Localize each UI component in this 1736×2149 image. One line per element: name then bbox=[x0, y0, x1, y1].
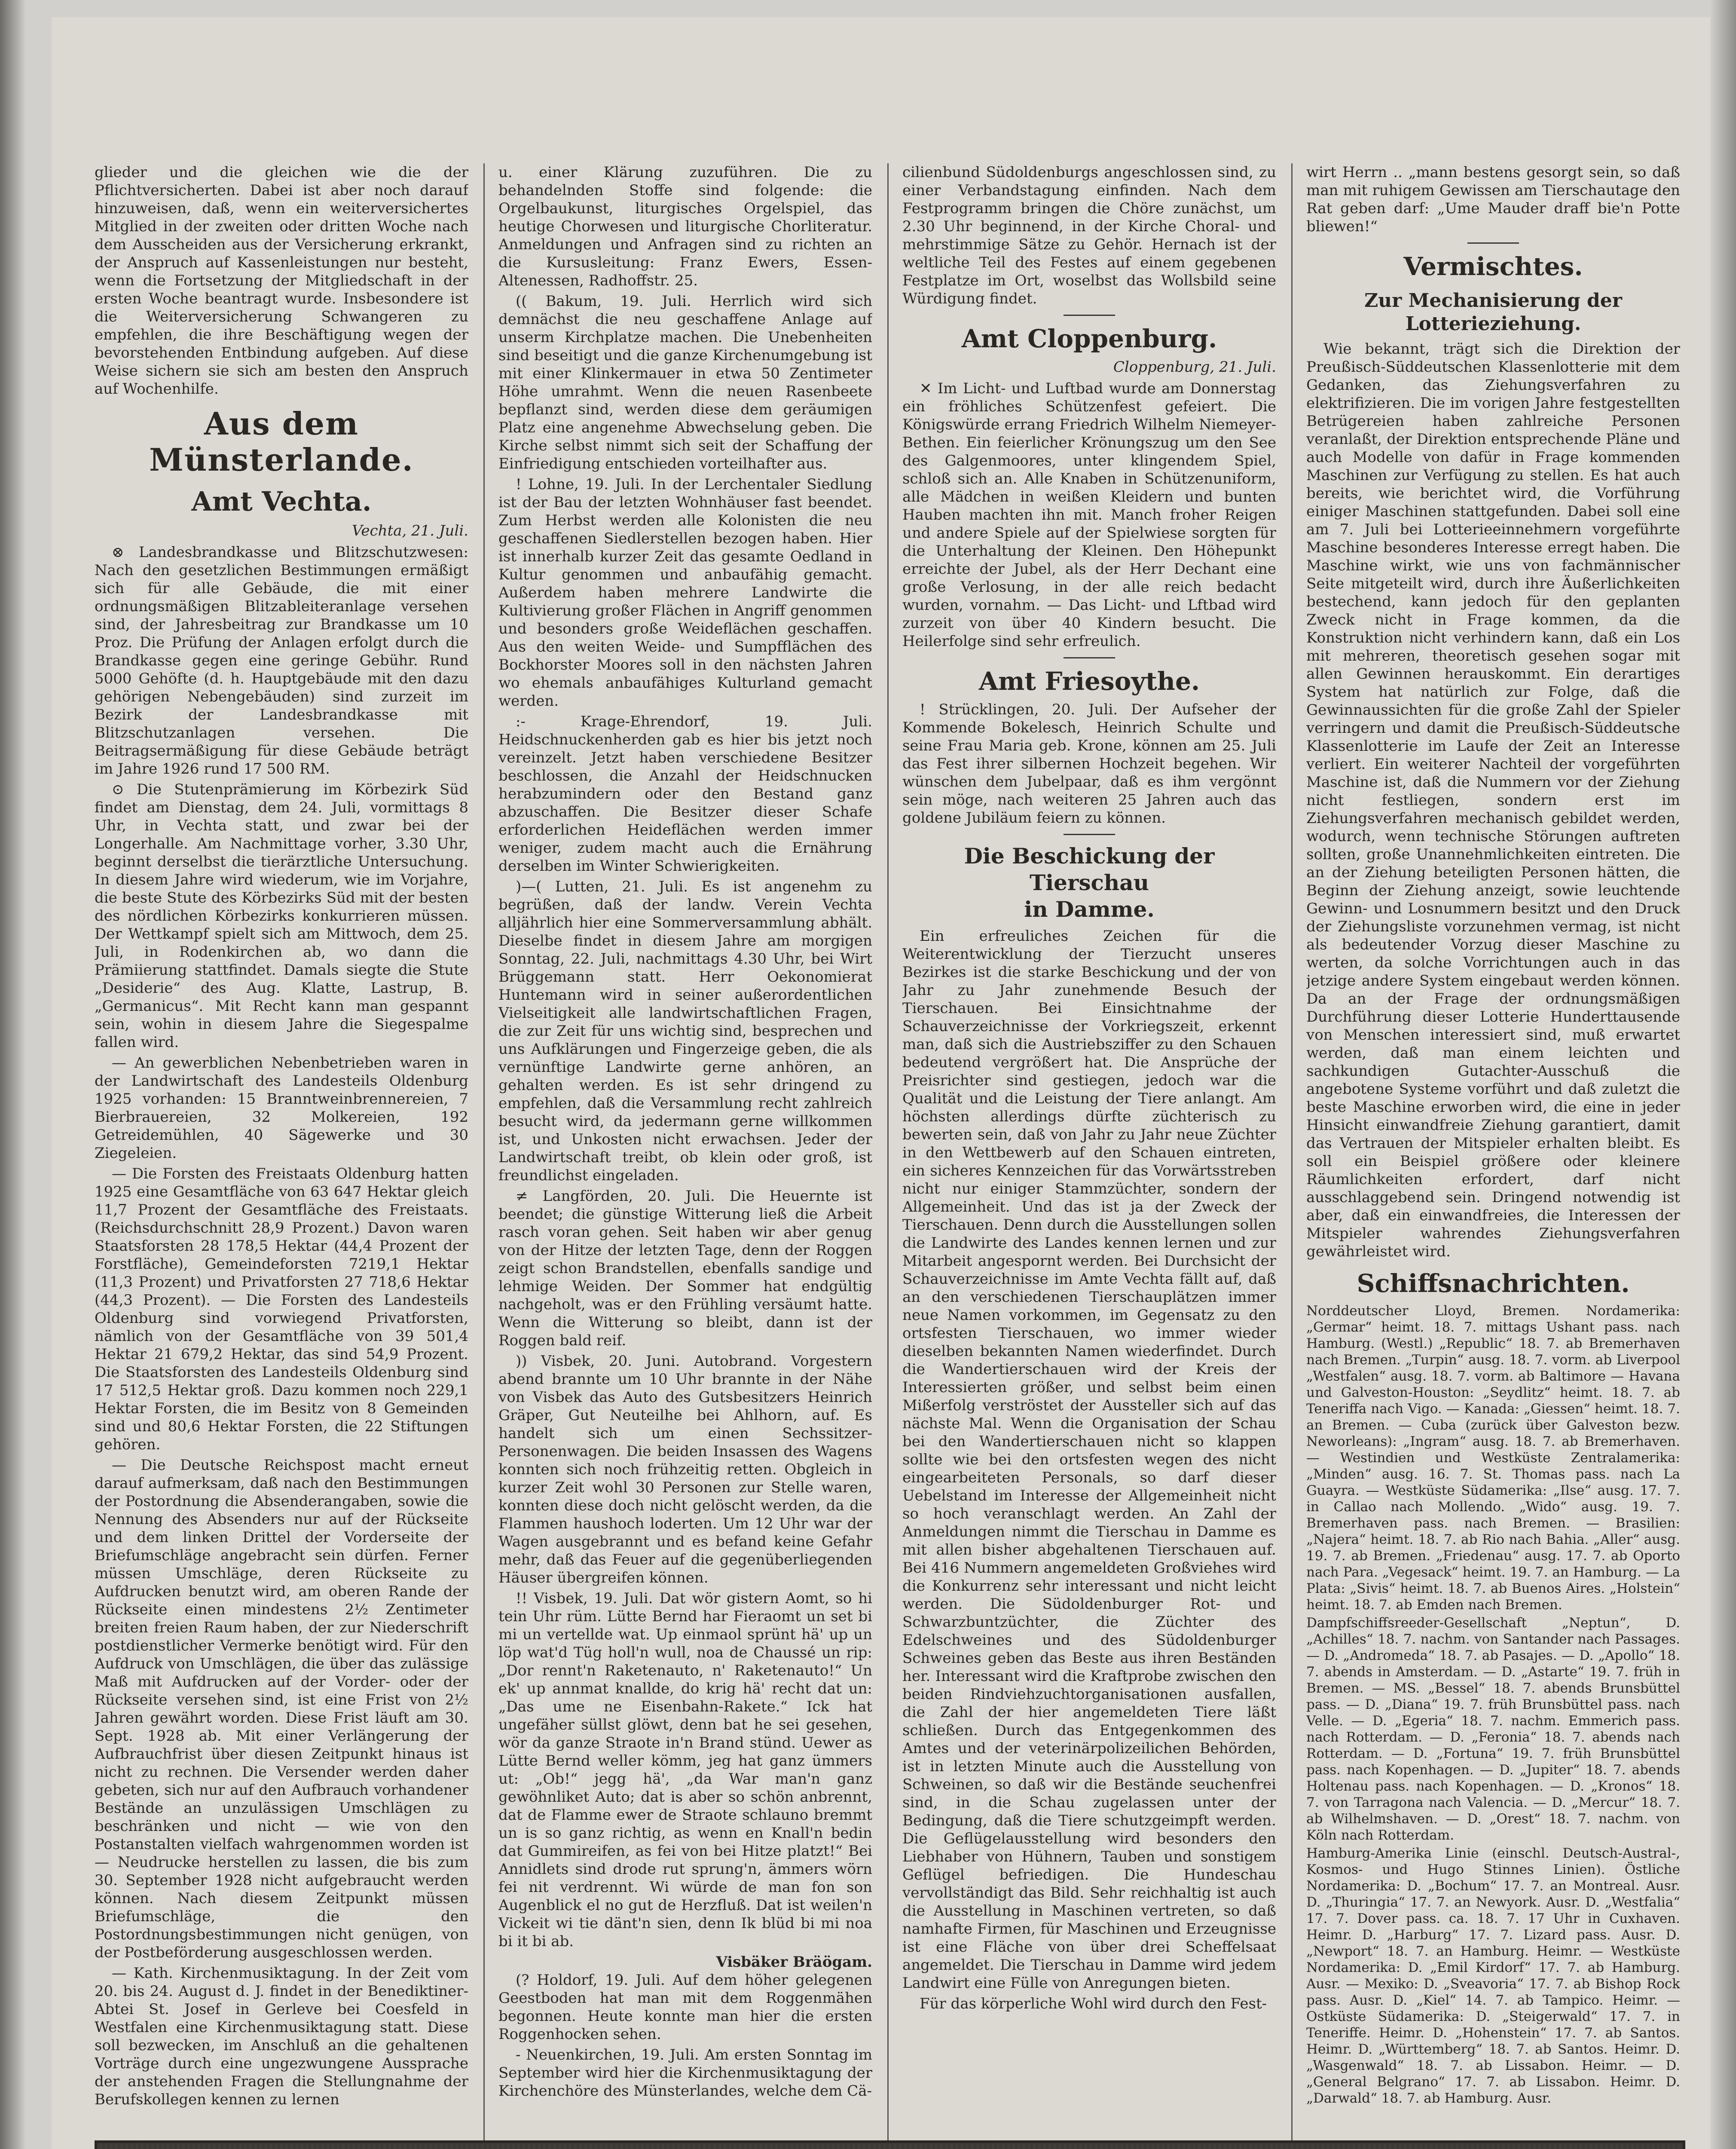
article-krage-ehrendorf: :- Krage-Ehrendorf, 19. Juli. Heidschnuckenherden gab es hier bis jetzt noch vereinzelt. Jetzt haben verschiedene Besitzer beschlossen, die Anzahl der Heidschnucken herabzumindern oder den Bestand ganz abzuschaffen. Die Besitzer dieser Schafe erforderlichen Heideflächen werden immer weniger, zudem macht auch die Ernährung derselben im Winter Schwierigkeiten. bbox=[498, 713, 872, 875]
article-brandkasse: ⊗ Landesbrandkasse und Blitzschutzwesen: Nach den gesetzlichen Bestimmungen ermäßigt sich für alle Gebäude, die mit einer ordnungsmäßigen Blitzableiteranlage versehen sind, der Jahresbeitrag zur Brandkasse um 10 Proz. Die Prüfung der Anlagen erfolgt durch die Brandkasse gegen eine geringe Gebühr. Rund 5000 Gehöfte (d. h. Hauptgebäude mit den dazu gehörigen Nebengebäuden) sind zurzeit im Bezirk der Landesbrandkasse mit Blitzschutzanlagen versehen. Die Beitragsermäßigung für diese Gebäude beträgt im Jahre 1926 rund 17 500 RM. bbox=[95, 544, 468, 778]
article-visbek-platt: !! Visbek, 19. Juli. Dat wör gistern Aomt, so hi tein Uhr rüm. Lütte Bernd har Fieraomt un set bi mi un vertellde wat. Up einmaol sprünt hä' up un löp wat'd Tüg holl'n wull, noa de Chaussé un rip: „Dor rennt'n Raketenauto, n' Raketenauto!“ Un ek' up annmat knallde, do krig hä' recht dat un: „Das ume ne Eisenbahn-Rakete.“ Ick hat ungefäher süllst glöwt, denn bat he sei gesehen, wör da ganze Straote in'n Brand stünd. Uewer as Lütte Bernd weller kömm, jeg hat ganz ümmers ut: „Ob!“ jegg hä', „da War man'n ganz gewöhnliket Auto; dat is aber so schön anbrennt, dat de Flamme ewer de Straote schlauno bremmt un is so ganz richtig, as wenn en Knall'n bedin dat Gummireifen, as fei von bei Hitze platzt!“ Bei Annidlets sind drode rut sprung'n, ämmers wörn fei nit verdrennt. Wi würde de man fon son Augenblick el no gut de Herzfluß. Dat ist weilen'n Vickeit wi tie dänt'n sien, denn Ik blüd bi mi noa bi it bi ab. bbox=[498, 1590, 872, 1950]
article-struecklingen: ! Strücklingen, 20. Juli. Der Aufseher der Kommende Bokelesch, Heinrich Schulte und seine Frau Maria geb. Krone, können am 25. Juli das Fest ihrer silbernen Hochzeit begehen. Wir wünschen dem Jubelpaar, daß es ihm vergönnt sein möge, nach weiteren 25 Jahren auch das goldene Jubiläum feiern zu können. bbox=[902, 701, 1276, 827]
heading-line-1: Die Beschickung der Tierschau bbox=[964, 843, 1215, 895]
section-heading-muensterlande: Aus dem Münsterlande. bbox=[149, 405, 414, 478]
article-bakum: (( Bakum, 19. Juli. Herrlich wird sich demnächst die neu geschaffene Anlage auf unserm Kirchplatze machen. Die Unebenheiten sind beseitigt und die ganze Kirchenumgebung ist mit einer Klinkermauer in etwa 50 Zentimeter Höhe umrahmt. Wenn die neuen Rasenbeete bepflanzt sind, werden diese dem geräumigen Platz eine angenehme Abwechselung geben. Die Kirche selbst nimmt sich seit der Schaffung der Einfriedigung entschieden vorteilhafter aus. bbox=[498, 293, 872, 472]
separator bbox=[1467, 242, 1519, 244]
newspaper-page bbox=[52, 17, 1710, 2149]
cigarette-advertisement bbox=[95, 2140, 1685, 2149]
article-tierschau-end: Für das körperliche Wohl wird durch den Fest- bbox=[920, 1995, 1267, 2012]
dateline-vechta: Vechta, 21. Juli. bbox=[351, 522, 468, 539]
article-signature: Visbäker Bräögam. bbox=[716, 1953, 872, 1971]
column-4 bbox=[1306, 163, 1680, 2149]
article-forsten: — Die Forsten des Freistaats Oldenburg hatten 1925 eine Gesamtfläche von 63 647 Hektar gleich 11,7 Prozent der Gesamtfläche des Freistaats. (Reichsdurchschnitt 28,9 Prozent.) Davon waren Staatsforsten 28 178,5 Hektar (44,4 Prozent der Forstfläche), Gemeindeforsten 7219,1 Hektar (11,3 Prozent) und Privatforsten 27 718,6 Hektar (44,3 Prozent). — Die Forsten des Landesteils Oldenburg sind vorwiegend Privatforsten, nämlich von der Gesamtfläche von 39 501,4 Hektar 21 679,2 Hektar, das sind 54,9 Prozent. Die Staatsforsten des Landesteils Oldenburg sind 17 512,5 Hektar groß. Dazu kommen noch 229,1 Hektar Forsten, die im Besitz von 8 Gemeinden sind und 80,6 Hektar Forsten, die 22 Stiftungen gehören. bbox=[95, 1165, 468, 1453]
article-continuation: wirt Herrn .. „mann bestens gesorgt sein, so daß man mit ruhigem Gewissen am Tierschautage den Rat geben darf: „Ume Mauder draff bie'n Potte bliewen!“ bbox=[1306, 164, 1680, 235]
column-rule bbox=[887, 163, 889, 2149]
text-columns bbox=[95, 163, 1680, 2149]
article-continuation: cilienbund Südoldenburgs angeschlossen sind, zu einer Verbandstagung einfinden. Nach dem Festprogramm bringen die Chöre zunächst, um 2.30 Uhr beginnend, in der Kirche Choral- und mehrstimmige Sätze zu Gehör. Hernach ist der weltliche Teil des Festes auf einem gegebenen Festplatze im Ort, woselbst das Wollsbild seine Würdigung findet. bbox=[902, 164, 1276, 307]
sub-heading-amt-friesoythe: Amt Friesoythe. bbox=[978, 667, 1200, 696]
article-heading-lotterie: Zur Mechanisierung der Lotterieziehung. bbox=[1364, 290, 1622, 335]
section-heading-vermischtes: Vermischtes. bbox=[1403, 252, 1583, 281]
article-continuation: u. einer Klärung zuzuführen. Die zu behandelnden Stoffe sind folgende: die Orgelbaukunst, liturgisches Orgelspiel, das heutige Chorwesen und liturgische Chorliteratur. Anmeldungen und Anfragen sind zu richten an die Kursusleitung: Franz Ewers, Essen-Altenessen, Radhoffstr. 25. bbox=[498, 164, 872, 289]
article-schuetzenfest: ✕ Im Licht- und Luftbad wurde am Donnerstag ein fröhliches Schützenfest gefeiert. Die Königswürde errang Friedrich Wilhelm Niemeyer-Bethen. Ein feierlicher Krönungszug um den See des Galgenmoores, unter klingendem Spiel, schloß sich an. Alle Knaben in Schützenuniform, alle Mädchen in weißen Kleidern und bunten Hauben machten ihn mit. Manch froher Reigen und andere Spiele auf der Spielwiese sorgten für die Unterhaltung der Kleinen. Den Höhepunkt erreichte der Jubel, als der Herr Dechant eine große Verlosung, in der alle reich bedacht wurden, vornahm. — Das Licht- und Lftbad wird zurzeit von über 40 Kindern besucht. Die Heilerfolge sind sehr erfreulich. bbox=[902, 380, 1276, 650]
column-1 bbox=[95, 163, 468, 2149]
separator bbox=[1064, 657, 1115, 658]
article-lutten: )—( Lutten, 21. Juli. Es ist angenehm zu begrüßen, daß der landw. Verein Vechta alljährlich hier eine Sommerversammlung abhält. Dieselbe findet in diesem Jahre am morgigen Sonntag, 22. Juli, nachmittags 4.30 Uhr, bei Wirt Brüggemann statt. Herr Oekonomierat Huntemann wird in seiner außerordentlichen Vielseitigkeit alle landwirtschaftlichen Fragen, die zur Zeit für uns wichtig sind, besprechen und uns Aufklärungen und Fingerzeige geben, die als vernünftige Landwirte gerne anhören, an gehalten werden. Es ist sehr dringend zu empfehlen, daß die Versammlung recht zahlreich besucht wird, da jedermann gerne willkommen ist, und Unkosten nicht erwachsen. Jeder der Landwirtschaft treibt, ob klein oder groß, ist freundlichst eingeladen. bbox=[498, 878, 872, 1184]
shipping-news bbox=[1306, 1303, 1680, 2106]
article-neuenkirchen: - Neuenkirchen, 19. Juli. Am ersten Sonntag im September wird hier die Kirchenmusiktagung der Kirchenchöre des Münsterlandes, welche dem Cä- bbox=[498, 2046, 872, 2100]
ad-background-texture bbox=[97, 2143, 1683, 2149]
heading-line-2: in Damme. bbox=[1024, 897, 1155, 922]
scan-right-edge bbox=[1710, 0, 1736, 2149]
shipping-entry: Hamburg-Amerika Linie (einschl. Deutsch-Austral-, Kosmos- und Hugo Stinnes Linien). Östliche Nordamerika: D. „Bochum“ 17. 7. an Montreal. Ausr. D. „Thuringia“ 17. 7. an Newyork. Ausr. D. „Westfalia“ 17. 7. Dover pass. ca. 18. 7. 17 Uhr in Cuxhaven. Heimr. D. „Harburg“ 17. 7. Lizard pass. Ausr. D. „Newport“ 18. 7. an Hamburg. Heimr. — Westküste Nordamerika: D. „Emil Kirdorf“ 17. 7. ab Hamburg. Ausr. — Mexiko: D. „Sveavoria“ 17. 7. ab Bishop Rock pass. Ausr. D. „Kiel“ 14. 7. ab Tampico. Heimr. — Ostküste Südamerika: D. „Steigerwald“ 17. 7. in Teneriffe. Heimr. D. „Hohenstein“ 17. 7. ab Santos. Heimr. D. „Württemberg“ 18. 7. ab Santos. Heimr. D. „Wasgenwald“ 18. 7. ab Lissabon. Heimr. — D. „General Belgrano“ 17. 7. ab Lissabon. Heimr. D. „Darwald“ 18. 7. ab Hamburg. Ausr. bbox=[1306, 1846, 1680, 2106]
column-3 bbox=[902, 163, 1276, 2149]
column-rule bbox=[1291, 163, 1293, 2149]
section-heading-schiffsnachrichten: Schiffsnachrichten. bbox=[1357, 1269, 1630, 1298]
scan-binding-edge bbox=[0, 0, 26, 2149]
separator bbox=[1064, 315, 1115, 316]
separator bbox=[1064, 834, 1115, 835]
article-langfoerden: ≠ Langförden, 20. Juli. Die Heuernte ist beendet; die günstige Witterung ließ die Arbeit rasch voran gehen. Seit haben wir aber genug von der Hitze der letzten Tage, denn der Roggen zeigt schon Brandstellen, ebenfalls sandige und lehmige Weiden. Der Sommer hat endgültig nachgeholt, was er den Frühling versäumt hatte. Wenn die Witterung so bleibt, dann ist der Roggen bald reif. bbox=[498, 1188, 872, 1349]
article-reichspost: — Die Deutsche Reichspost macht erneut darauf aufmerksam, daß nach den Bestimmungen der Postordnung die Absenderangaben, sowie die Nennung des Absenders nur auf der Rückseite und dem linken Drittel der Vorderseite der Briefumschläge angebracht sein dürfen. Ferner müssen Umschläge, deren Rückseite zu Aufdrucken benutzt wird, am oberen Rande der Rückseite einen mindestens 2½ Zentimeter breiten freien Raum haben, der zur Niederschrift postdienstlicher Vermerke benötigt wird. Für den Aufdruck von Umschlägen, die über das zulässige Maß mit Aufdrucken auf der Vorder- oder der Rückseite versehen sind, ist eine Frist von 2½ Jahren gewährt worden. Diese Frist läuft am 30. Sept. 1928 ab. Mit einer Verlängerung der Aufbrauchfrist über diesen Zeitpunkt hinaus ist nicht zu rechnen. Die Versender werden daher gebeten, sich nur auf den Aufbrauch vorhandener Bestände an unzulässigen Umschlägen zu beschränken und nicht — wie von den Postanstalten vielfach wahrgenommen worden ist — Neudrucke herstellen zu lassen, die bis zum 30. September 1928 nicht aufgebraucht werden können. Nach diesem Zeitpunkt müssen Briefumschläge, die den Postordnungsbestimmungen nicht genügen, von der Postbeförderung ausgeschlossen werden. bbox=[95, 1457, 468, 1961]
article-heading-tierschau bbox=[902, 843, 1276, 923]
article-lotterie: Wie bekannt, trägt sich die Direktion der Preußisch-Süddeutschen Klassenlotterie mit dem Gedanken, das Ziehungsverfahren zu elektrifizieren. Die im vorigen Jahre festgestellten Betrügereien haben zahlreiche Personen veranlaßt, der Direktion entsprechende Pläne und auch Modelle von dafür in Frage kommenden Maschinen zur Verfügung zu stellen. Es hat auch bereits, wie berichtet wird, die Vorführung einiger Maschinen stattgefunden. Dabei soll eine am 7. Juli bei Lotterieeinnehmern vorgeführte Maschine besonderes Interesse erregt haben. Die Maschine wirkt, wie uns von fachmännischer Seite mitgeteilt wird, durch ihre Äußerlichkeiten bestechend, kann jedoch für den geplanten Zweck nicht in Frage kommen, da die Konstruktion nicht verhindern kann, daß ein Los mit mehreren, theoretisch gesehen sogar mit allen Gewinnen herauskommt. Ein derartiges System hat natürlich zur Folge, daß die Gewinnaussichten für die große Zahl der Spieler verringern und damit die Preußisch-Süddeutsche Klassenlotterie im Laufe der Zeit an Interesse verliert. Ein weiterer Nachteil der vorgeführten Maschine ist, daß die Nummern vor der Ziehung nicht festliegen, sondern erst im Ziehungsverfahren mechanisch gebildet werden, wodurch, wenn technische Störungen auftreten sollten, große Unannehmlichkeiten eintreten. Die an der Ziehung beteiligten Personen hätten, die Beginn der Ziehung anzeigt, sowie leuchtende Gewinn- und Losnummern besitzt und den Druck der Ziehungsliste vorzunehmen vermag, ist nicht als bedeutender Vorzug dieser Maschine zu werten, da solche Vorrichtungen auch in das jetzige andere System eingebaut werden können. Da an der Frage der ordnungsmäßigen Durchführung dieser Lotterie Hunderttausende von Menschen interessiert sind, muß erwartet werden, daß man einem leichten und sachkundigen Gutachter-Ausschuß die angebotene Systeme vorführt und daß zuletzt die beste Maschine erworben wird, die eine in jeder Hinsicht einwandfreie Ziehung garantiert, damit das Vertrauen der Mitspieler erhalten bleibt. Es soll ein Beispiel größere oder kleinere Räumlichkeiten erfordert, darf nicht ausschlaggebend sein. Dringend notwendig ist aber, daß ein einwandfreies, die Interessen der Mitspieler wahrendes Ziehungsverfahren gewährleistet wird. bbox=[1306, 340, 1680, 1260]
article-tierschau: Ein erfreuliches Zeichen für die Weiterentwicklung der Tierzucht unseres Bezirkes ist die starke Beschickung und der von Jahr zu Jahr zunehmende Besuch der Tierschauen. Bei Einsichtnahme der Schauverzeichnisse der Vorkriegszeit, erkennt man, daß sich die Austriebsziffer zu den Schauen bedeutend vergrößert hat. Die Ansprüche der Preisrichter sind gestiegen, jedoch war die Qualität und die Leistung der Tiere anlangt. Am höchsten allerdings dürfte züchterisch zu bewerten sein, daß von Jahr zu Jahr neue Züchter in den Wettbewerb auf den Schauen eintreten, ein sicheres Kennzeichen für das Vorwärtsstreben nicht nur einiger Stammzüchter, sondern der Allgemeinheit. Und das ist ja der Zweck der Tierschauen. Denn durch die Ausstellungen sollen die Landwirte des Landes kennen lernen und zur Mitarbeit angespornt werden. Bei Durchsicht der Schauverzeichnisse im Amte Vechta fällt auf, daß an den verschiedenen Tierschauplätzen immer neue Namen vorkommen, im Gegensatz zu den ortsfesten Tierschauen, wo immer wieder dieselben bekannten Namen wiederfindet. Durch die Wandertierschauen wird der Kreis der Interessierten größer, und selbst beim einen Mißerfolg verströstet der Aussteller sich auf das nächste Mal. Wenn die Organisation der Schau bei den Wandertierschauen nicht so klappen sollte wie bei den ortsfesten wegen des nicht eingearbeiteten Personals, so darf dieser Uebelstand im Interesse der Allgemeinheit nicht so hoch veranschlagt werden. An Zahl der Anmeldungen nimmt die Tierschau in Damme es mit allen bisher abgehaltenen Tierschauen auf. Bei 416 Nummern angemeldeten Großviehes wird die Konkurrenz sehr interessant und nicht leicht werden. Die Südoldenburger Rot- und Schwarzbuntzüchter, die Züchter des Edelschweines und des Südoldenburger Schweines geben das Beste aus ihren Beständen her. Interessant wird die Kraftprobe zwischen den beiden Rindviehzuchtorganisationen ausfallen, die Zahl der hier angemeldeten Tiere läßt schließen. Durch das Entgegenkommen des Amtes und der veterinärpolizeilichen Behörden, ist in letzten Minute auch die Ausstellung von Schweinen, so daß wir die Bestände seuchenfrei sind, in die Schau zugelassen unter der Bedingung, daß die Tiere schutzgeimpft werden. Die Geflügelausstellung wird besonders den Liebhaber von Hühnern, Tauben und sonstigem Geflügel befriedigen. Die Hundeschau vervollständigt das Bild. Sehr reichhaltig ist auch die Ausstellung in Maschinen vertreten, so daß namhafte Firmen, für Maschinen und Erzeugnisse ist eine Fläche von über drei Scheffelsaat angemeldet. Die Tierschau in Damme wird jedem Landwirt eine Fülle von Anregungen bieten. bbox=[902, 928, 1276, 1992]
shipping-entry: Norddeutscher Lloyd, Bremen. Nordamerika: „Germar“ heimt. 18. 7. mittags Ushant pass. nach Hamburg. (Westl.) „Republic“ 18. 7. ab Bremerhaven nach Bremen. „Turpin“ ausg. 18. 7. vorm. ab Liverpool „Westfalen“ ausg. 18. 7. vorm. ab Baltimore — Havana und Galveston-Houston: „Seydlitz“ heimt. 18. 7. ab Teneriffa nach Vigo. — Kanada: „Giessen“ heimt. 18. 7. an Bremen. — Cuba (zurück über Galveston bezw. Neworleans): „Ingram“ ausg. 18. 7. ab Bremerhaven. — Westindien und Westküste Zentralamerika: „Minden“ ausg. 16. 7. St. Thomas pass. nach La Guayra. — Westküste Südamerika: „Ilse“ ausg. 17. 7. in Callao nach Mollendo. „Wido“ ausg. 19. 7. Bremerhaven pass. nach Bremen. — Brasilien: „Najera“ heimt. 18. 7. ab Rio nach Bahia. „Aller“ ausg. 19. 7. ab Bremen. „Friedenau“ ausg. 17. 7. ab Oporto nach Para. „Vegesack“ heimt. 19. 7. an Hamburg. — La Plata: „Sivis“ heimt. 18. 7. ab Buenos Aires. „Holstein“ heimt. 18. 7. ab Emden nach Bremen. bbox=[1306, 1303, 1680, 1613]
article-visbek-autobrand: )) Visbek, 20. Juni. Autobrand. Vorgestern abend brannte um 10 Uhr brannte in der Nähe von Visbek das Auto des Gutsbesitzers Heinrich Gräper, Gut Neuteilhe bei Ahlhorn, auf. Es handelt sich um einen Sechssitzer-Personenwagen. Die beiden Insassen des Wagens konnten sich noch frühzeitig retten. Obgleich in kurzer Zeit wohl 30 Personen zur Stelle waren, konnten diese doch nicht gelöscht werden, da die Flammen haushoch loderten. Um 12 Uhr war der Wagen ausgebrannt und es befand keine Gefahr mehr, daß das Feuer auf die gegenüberliegenden Häuser übergreifen können. bbox=[498, 1353, 872, 1586]
article-nebenbetriebe: — An gewerblichen Nebenbetrieben waren in der Landwirtschaft des Landesteils Oldenburg 1925 vorhanden: 15 Branntweinbrennereien, 7 Bierbrauereien, 32 Molkereien, 192 Getreidemühlen, 40 Sägewerke und 30 Ziegeleien. bbox=[95, 1054, 468, 1162]
article-lohne: ! Lohne, 19. Juli. In der Lerchentaler Siedlung ist der Bau der letzten Wohnhäuser fast beendet. Zum Herbst werden alle Kolonisten die neu geschaffenen Siedlerstellen bezogen haben. Hier ist innerhalb kurzer Zeit das gesamte Oedland in Kultur genommen und anbaufähig gemacht. Außerdem haben mehrere Landwirte die Kultivierung großer Flächen in Angriff genommen und besonders große Weideflächen geschaffen. Aus den weiten Weide- und Sumpfflächen des Bockhorster Moores soll in den nächsten Jahren wo ehemals anbaufähiges Kulturland gemacht werden. bbox=[498, 476, 872, 710]
column-rule bbox=[483, 163, 485, 2149]
shipping-entry: Dampfschiffsreeder-Gesellschaft „Neptun“, D. „Achilles“ 18. 7. nachm. von Santander nach Passages. — D. „Andromeda“ 18. 7. ab Pasajes. — D. „Apollo“ 18. 7. abends in Amsterdam. — D. „Astarte“ 19. 7. früh in Bremen. — MS. „Bessel“ 18. 7. abends Brunsbüttel pass. — D. „Diana“ 19. 7. früh Brunsbüttel pass. nach Velle. — D. „Egeria“ 18. 7. nachm. Emmerich pass. nach Rotterdam. — D. „Feronia“ 18. 7. abends nach Rotterdam. — D. „Fortuna“ 19. 7. früh Brunsbüttel pass. nach Kopenhagen. — D. „Jupiter“ 18. 7. abends Holtenau pass. nach Kopenhagen. — D. „Kronos“ 18. 7. von Tarragona nach Valencia. — D. „Mercur“ 18. 7. ab Wilhelmshaven. — D. „Orest“ 18. 7. nachm. von Köln nach Rotterdam. bbox=[1306, 1615, 1680, 1843]
article-holdorf: (? Holdorf, 19. Juli. Auf dem höher gelegenen Geestboden hat man mit dem Roggenmähen begonnen. Heute konnte man hier die ersten Roggenhocken sehen. bbox=[498, 1971, 872, 2043]
dateline-cloppenburg: Cloppenburg, 21. Juli. bbox=[1113, 358, 1276, 376]
column-2 bbox=[498, 163, 872, 2149]
article-kirchenmusik: — Kath. Kirchenmusiktagung. In der Zeit vom 20. bis 24. August d. J. findet in der Benediktiner-Abtei St. Josef in Gerleve bei Coesfeld in Westfalen eine Kirchenmusiktagung statt. Diese soll bezwecken, im Anschluß an die gehaltenen Vorträge durch eine ungezwungene Aussprache der anstehenden Fragen die Stellungnahme der Berufskollegen kennen zu lernen bbox=[95, 1965, 468, 2108]
sub-heading-amt-cloppenburg: Amt Cloppenburg. bbox=[961, 324, 1217, 353]
article-stutenpraemierung: ⊙ Die Stutenprämierung im Körbezirk Süd findet am Dienstag, dem 24. Juli, vormittags 8 Uhr, in Vechta statt, und zwar bei der Longerhalle. Am Nachmittage vorher, 3.30 Uhr, beginnt derselbst die tierärztliche Untersuchung. In diesem Jahre wird wiederum, wie im Vorjahre, die beste Stute des Körbezirks Süd mit der besten des nördlichen Körbezirks konkurrieren müssen. Der Wettkampf spielt sich am Mittwoch, dem 25. Juli, in Rodenkirchen ab, wo dann die Prämiierung stattfindet. Damals siegte die Stute „Desiderie“ des Aug. Klatte, Lastrup, B. „Germanicus“. Mit Recht kann man gespannt sein, wohin in diesem Jahre die Siegespalme fallen wird. bbox=[95, 781, 468, 1051]
sub-heading-amt-vechta: Amt Vechta. bbox=[191, 486, 372, 517]
article-continuation: glieder und die gleichen wie die der Pflichtversicherten. Dabei ist aber noch darauf hinzuweisen, daß, wenn ein weiterversichertes Mitglied in der zweiten oder dritten Woche nach dem Ausscheiden aus der Versicherung erkrankt, der Anspruch auf Kassenleistungen nur besteht, wenn die Fortsetzung der Mitgliedschaft in der ersten Woche beantragt wurde. Insbesondere ist die Weiterversicherung Schwangeren zu empfehlen, die ihre Beschäftigung wegen der bevorstehenden Entbindung aufgeben. Auf diese Weise sichern sie sich am besten den Anspruch auf Wochenhilfe. bbox=[95, 164, 468, 398]
